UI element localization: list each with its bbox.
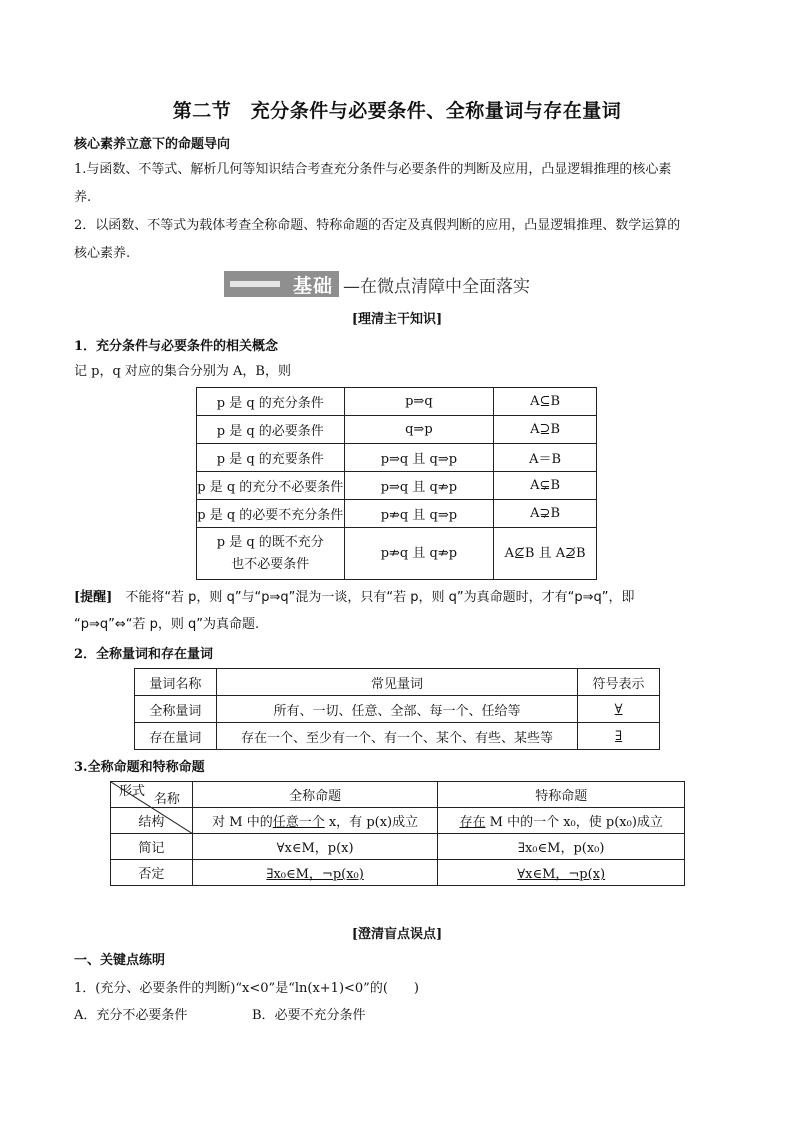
banner-subtitle: —在微点清障中全面落实 <box>343 276 530 297</box>
quantifier-words: 所有、一切、任意、全部、每一个、任给等 <box>216 696 577 723</box>
quantifier-symbol <box>578 723 660 750</box>
text-fragment: M 中的一个 x₀，使 p(x₀)成立 <box>485 815 663 830</box>
section-banner <box>224 270 530 298</box>
cond-desc-line2: 也不必要条件 <box>231 556 310 572</box>
table-row <box>197 528 597 580</box>
cond-set: A⊋B <box>494 500 597 528</box>
negation-text: ∀x∈M，¬p(x) <box>517 867 606 882</box>
page-title: 第二节 充分条件与必要条件、全称量词与存在量词 <box>172 100 622 122</box>
intro-p1-line2: 养. <box>74 190 92 205</box>
text-fragment: 对 M 中的 <box>212 815 273 830</box>
cond-set: A＝B <box>494 444 597 472</box>
corner-form: 形式 <box>119 784 146 799</box>
row-label: 否定 <box>111 860 193 886</box>
table-header-row <box>111 782 685 808</box>
quantifier-name: 全称量词 <box>135 696 217 723</box>
tip-block <box>74 584 726 638</box>
quantifier-symbol <box>578 696 660 723</box>
cond-impl: p⇏q 且 q⇒p <box>344 500 494 528</box>
intro-heading: 核心素养立意下的命题导向 <box>74 137 231 152</box>
banner-box <box>224 271 339 297</box>
table-row <box>135 723 660 750</box>
section-label-main-knowledge: [理清主干知识] <box>351 312 443 327</box>
cond-set: A⊊B <box>494 472 597 500</box>
column-header: 符号表示 <box>578 669 660 696</box>
intro-p2-line1: 2．以函数、不等式为载体考查全称命题、特称命题的否定及真假判断的应用，凸显逻辑推理、数学运算的 <box>74 218 681 233</box>
option-a: A．充分不必要条件 <box>74 1008 188 1023</box>
cond-set: A⊈B 且 A⊉B <box>494 528 597 580</box>
banner-key: 基础 <box>292 274 333 297</box>
table-row <box>197 444 597 472</box>
tip-label: [提醒] <box>74 590 113 605</box>
row-label: 简记 <box>111 834 193 860</box>
universal-structure <box>192 808 438 834</box>
cond-impl: q⇒p <box>344 416 494 444</box>
table-row <box>197 500 597 528</box>
option-b: B．必要不充分条件 <box>252 1008 366 1023</box>
tip-line2: “p⇒q”⇔“若 p，则 q”为真命题. <box>74 617 260 632</box>
banner-bar-decoration <box>230 281 280 287</box>
universal-negation <box>192 860 438 886</box>
row-label: 结构 <box>111 808 193 834</box>
column-header: 全称命题 <box>192 782 438 808</box>
intro-p1-line1: 1.与函数、不等式、解析几何等知识结合考查充分条件与必要条件的判断及应用，凸显逻辑推理的核心素 <box>74 162 672 177</box>
cond-desc: p 是 q 的充分条件 <box>197 388 345 416</box>
existential-negation <box>438 860 685 886</box>
table-row <box>197 388 597 416</box>
negation-text: ∃x₀∈M，¬p(x₀) <box>266 867 364 882</box>
table-row <box>197 472 597 500</box>
cond-set: A⊆B <box>494 388 597 416</box>
table-row <box>111 860 685 886</box>
cond-impl: p⇒q <box>344 388 494 416</box>
underlined-fragment: 任意一个 <box>272 815 325 830</box>
cond-desc <box>197 528 345 580</box>
cond-impl: p⇒q 且 q⇏p <box>344 472 494 500</box>
cond-desc: p 是 q 的充分不必要条件 <box>197 472 345 500</box>
tip-line1 <box>74 584 726 611</box>
existential-short: ∃x₀∈M，p(x₀) <box>438 834 685 860</box>
propositions-table <box>110 781 685 886</box>
table-row <box>111 808 685 834</box>
s1-heading: 1．充分条件与必要条件的相关概念 <box>74 339 279 354</box>
intro-paragraph-2 <box>74 212 724 268</box>
s1-intro: 记 p，q 对应的集合分别为 A，B，则 <box>74 364 291 379</box>
quantifier-words: 存在一个、至少有一个、有一个、某个、有些、某些等 <box>216 723 577 750</box>
table-row <box>197 416 597 444</box>
corner-name: 名称 <box>153 792 180 807</box>
practice-heading: 一、关键点练明 <box>74 953 166 968</box>
cond-desc: p 是 q 的充要条件 <box>197 444 345 472</box>
cond-set: A⊇B <box>494 416 597 444</box>
forall-symbol: ∀ <box>614 701 623 717</box>
table-row <box>135 696 660 723</box>
section-label-blind-spots: [澄清盲点误点] <box>351 927 443 942</box>
diagonal-header-cell <box>111 782 193 808</box>
cond-desc-line1: p 是 q 的既不充分 <box>216 534 324 550</box>
table-row <box>111 834 685 860</box>
exists-symbol: ∃ <box>615 728 623 744</box>
column-header: 量词名称 <box>135 669 217 696</box>
s2-heading: 2．全称量词和存在量词 <box>74 647 214 662</box>
intro-p2-line2: 核心素养. <box>74 246 131 261</box>
universal-short: ∀x∈M，p(x) <box>192 834 438 860</box>
cond-impl: p⇏q 且 q⇏p <box>344 528 494 580</box>
underlined-fragment: 存在 <box>459 815 486 830</box>
existential-structure <box>438 808 685 834</box>
intro-paragraph-1 <box>74 156 724 212</box>
column-header: 特称命题 <box>438 782 685 808</box>
cond-desc: p 是 q 的必要不充分条件 <box>197 500 345 528</box>
text-fragment: x，有 p(x)成立 <box>324 815 419 830</box>
tip-text1: 不能将“若 p，则 q”与“p⇒q”混为一谈，只有“若 p，则 q”为真命题时，才有“p⇒q”，即 <box>112 590 635 605</box>
question-1: 1．(充分、必要条件的判断)“x<0”是“ln(x+1)<0”的( ) <box>74 981 419 996</box>
conditions-table <box>196 387 597 580</box>
quantifier-name: 存在量词 <box>135 723 217 750</box>
table-header-row <box>135 669 660 696</box>
s3-heading: 3.全称命题和特称命题 <box>74 760 205 775</box>
cond-desc: p 是 q 的必要条件 <box>197 416 345 444</box>
quantifier-table <box>134 668 660 750</box>
column-header: 常见量词 <box>216 669 577 696</box>
cond-impl: p⇒q 且 q⇒p <box>344 444 494 472</box>
